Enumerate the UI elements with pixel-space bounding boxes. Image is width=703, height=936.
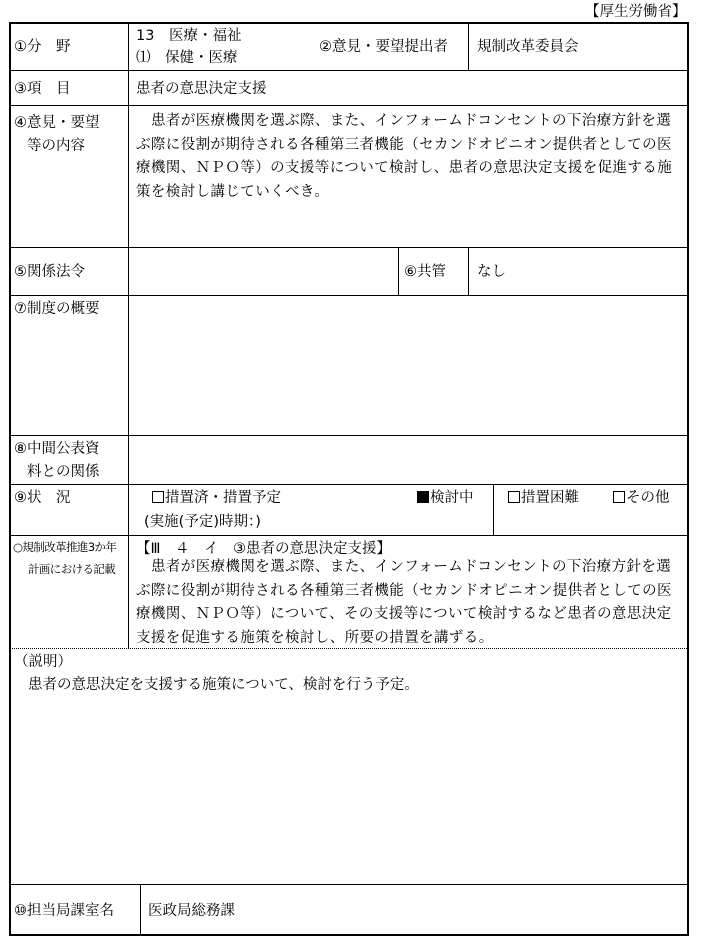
checkbox-empty-icon — [508, 491, 520, 503]
status-option-other[interactable]: その他 — [613, 491, 670, 506]
overview-label: ⑦制度の概要 — [14, 301, 100, 317]
item-label: ③項 目 — [14, 81, 71, 97]
checkbox-empty-icon — [152, 491, 164, 503]
law-label: ⑤関係法令 — [14, 264, 85, 280]
joint-label: ⑥共管 — [404, 264, 446, 280]
submitter-label: ②意見・要望提出者 — [319, 39, 448, 55]
checkbox-empty-icon — [613, 491, 625, 503]
field-category: 13 医療・福祉 — [136, 28, 242, 44]
bureau-value: 医政局総務課 — [148, 903, 235, 919]
status-timing: (実施(予定)時期：) — [144, 514, 261, 530]
status-option-under-review[interactable]: 検討中 — [417, 491, 474, 506]
opinion-text: 患者が医療機関を選ぶ際、また、インフォームドコンセントの下治療方針を選ぶ際に役割が期待される各種第三者機能（セカンドオピニオン提供者としての医療機関、ＮＰＯ等）の支援等について検討し、患者の意思決定支援を促進する施策を検討し講じていくべき。 — [136, 113, 673, 200]
submitter-value: 規制改革委員会 — [477, 39, 579, 55]
opinion-label-line2: 等の内容 — [27, 138, 85, 154]
opinion-label-line1: ④意見・要望 — [14, 115, 100, 131]
field-label: ①分 野 — [14, 39, 71, 55]
explanation-text: 患者の意思決定を支援する施策について、検討を行う予定。 — [28, 677, 419, 693]
explanation-label: （説明） — [14, 654, 72, 670]
plan-label-line1: ○規制改革推進3か年 — [13, 540, 117, 554]
status-option-difficult[interactable]: 措置困難 — [508, 491, 579, 506]
bureau-label: ⑩担当局課室名 — [14, 903, 114, 919]
plan-heading: 【Ⅲ ４ イ ③患者の意思決定支援】 — [136, 541, 391, 557]
status-label: ⑨状 況 — [14, 490, 71, 506]
checkbox-filled-icon — [417, 491, 429, 503]
item-value: 患者の意思決定支援 — [136, 81, 267, 97]
status-option-implemented[interactable]: 措置済・措置予定 — [152, 491, 281, 506]
plan-label-line2: 計画における記載 — [28, 562, 116, 576]
plan-text: 患者が医療機関を選ぶ際、また、インフォームドコンセントの下治療方針を選ぶ際に役割が期待される各種第三者機能（セカンドオピニオン提供者としての医療機関、ＮＰＯ等）について、その支援等について検討するなど患者の意思決定支援を促進する施策を検討し、所要の措置を講ずる。 — [136, 559, 672, 646]
joint-value: なし — [477, 264, 506, 280]
interim-label-line2: 料との関係 — [27, 464, 100, 480]
interim-label-line1: ⑧中間公表資 — [14, 441, 100, 457]
ministry-name: 【厚生労働省】 — [585, 4, 687, 20]
field-subcategory: ⑴ 保健・医療 — [136, 50, 238, 66]
